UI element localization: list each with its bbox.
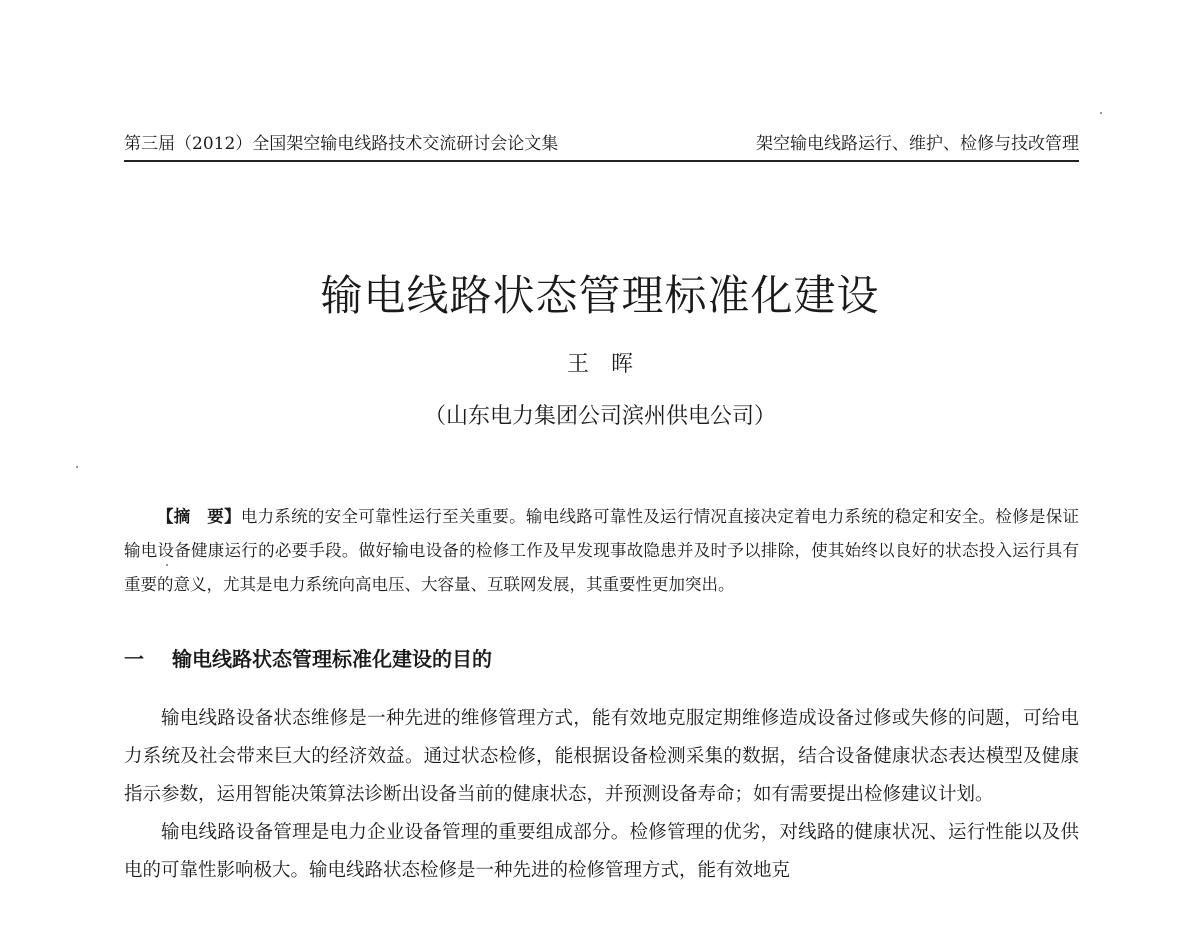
body-paragraph: 输电线路设备状态维修是一种先进的维修管理方式，能有效地克服定期维修造成设备过修或失修的问题，可给电力系统及社会带来巨大的经济效益。通过状态检修，能根据设备检测采集的数据，结合设备健康状态表达模型及健康指示参数，运用智能决策算法诊断出设备当前的健康状态，并预测设备寿命；如有需要提出检修建议计划。 [124, 708, 1079, 805]
body-paragraph: 输电线路设备管理是电力企业设备管理的重要组成部分。检修管理的优劣，对线路的健康状况、运行性能以及供电的可靠性影响极大。输电线路状态检修是一种先进的检修管理方式，能有效地克 [124, 822, 1079, 881]
header-proceedings-title: 第三届（2012）全国架空输电线路技术交流研讨会论文集 [124, 134, 559, 154]
scan-speck [76, 466, 78, 468]
running-header [124, 132, 1079, 162]
paper-title: 输电线路状态管理标准化建设 [320, 271, 880, 321]
abstract [124, 500, 1079, 602]
abstract-text: 电力系统的安全可靠性运行至关重要。输电线路可靠性及运行情况直接决定着电力系统的稳定和安全。检修是保证输电设备健康运行的必要手段。做好输电设备的检修工作及早发现事故隐患并及时予以排除，使其始终以良好的状态投入运行具有重要的意义，尤其是电力系统向高电压、大容量、互联网发展，其重要性更加突出。 [124, 507, 1080, 594]
section-body [124, 700, 1079, 890]
author-name: 王 晖 [566, 352, 633, 377]
scan-speck [166, 564, 168, 566]
scan-speck [1100, 112, 1102, 114]
section-number: 一 [124, 647, 144, 671]
section-heading-text: 输电线路状态管理标准化建设的目的 [172, 647, 492, 671]
section-heading [124, 644, 1079, 674]
author-affiliation: （山东电力集团公司滨州供电公司） [423, 404, 776, 429]
header-section-title: 架空输电线路运行、维护、检修与技改管理 [756, 134, 1079, 154]
abstract-label: 【摘 要】 [157, 507, 241, 526]
